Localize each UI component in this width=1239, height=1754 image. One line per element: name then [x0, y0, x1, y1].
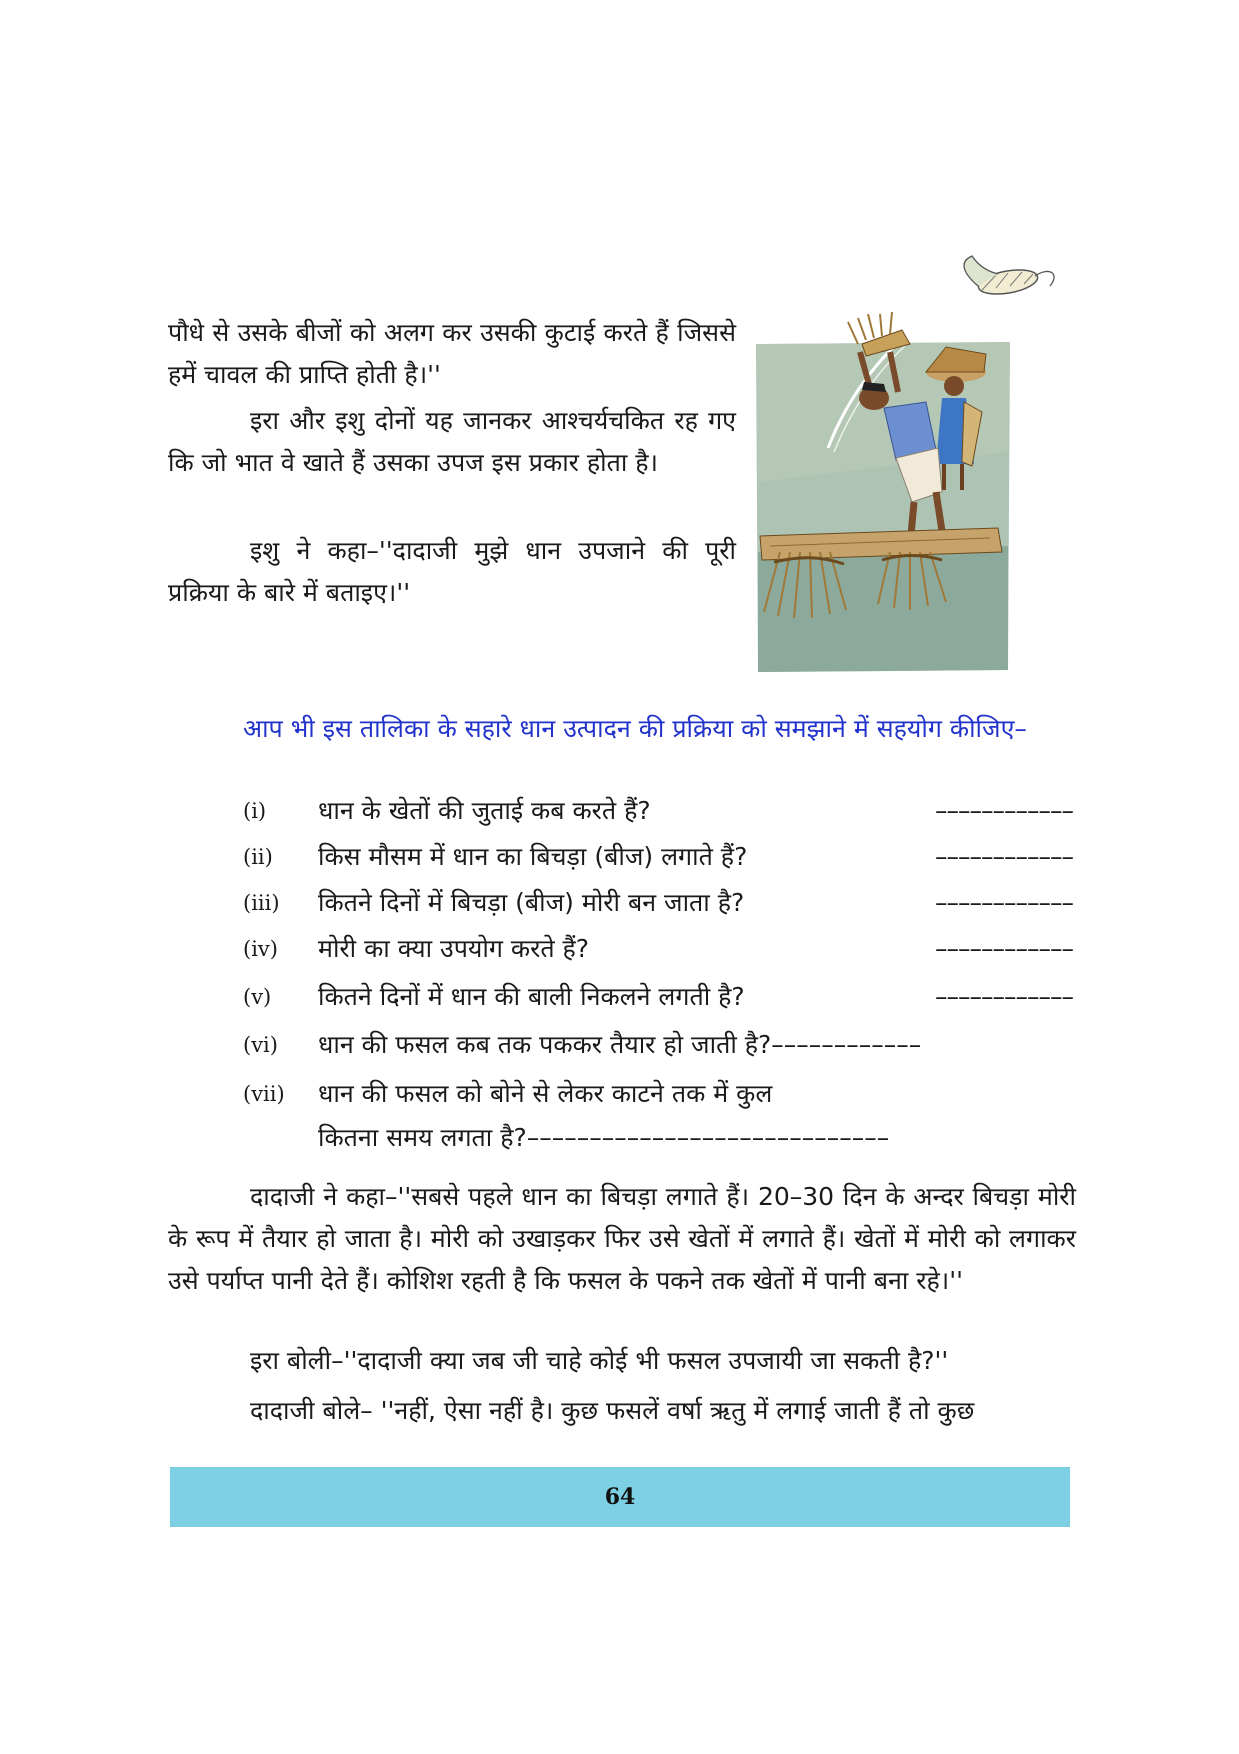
- answer-blank: ––––––––––––: [935, 982, 1073, 1011]
- question-text: मोरी का क्या उपयोग करते हैं?: [318, 934, 590, 963]
- question-text: कितना समय लगता है?–––––––––––––––––––––––––––––: [318, 1123, 890, 1152]
- question-number: (vi): [243, 1033, 278, 1057]
- question-text: कितने दिनों में धान की बाली निकलने लगती है?: [318, 982, 745, 1011]
- question-number: (iii): [243, 891, 280, 915]
- question-text: किस मौसम में धान का बिचड़ा (बीज) लगाते हैं?: [318, 842, 748, 871]
- paragraph-story-3: दादाजी बोले– ''नहीं, ऐसा नहीं है। कुछ फसलें वर्षा ऋतु में लगाई जाती हैं तो कुछ: [250, 1396, 975, 1425]
- question-row: [243, 837, 1073, 877]
- question-row: [243, 791, 1073, 831]
- question-number: (vii): [243, 1082, 285, 1106]
- answer-blank: ––––––––––––: [935, 934, 1073, 963]
- question-number: (ii): [243, 845, 273, 869]
- page-number: 64: [604, 1484, 636, 1510]
- question-row: [243, 883, 1073, 923]
- corn-cob-icon: [964, 256, 1054, 298]
- paragraph-story-1: दादाजी ने कहा–''सबसे पहले धान का बिचड़ा लगाते हैं। 20–30 दिन के अन्दर बिचड़ा मोरी के रूप में तैयार हो जाता है। मोरी को उखाड़कर फिर उसे खेतों में लगाते हैं। खेतों में मोरी को लगाकर उसे पर्याप्त पानी देते हैं। कोशिश रहती है कि फसल के पकने तक खेतों में पानी बना रहे।'': [168, 1182, 1076, 1295]
- question-number: (i): [243, 799, 267, 823]
- paragraph-intro-1: पौधे से उसके बीजों को अलग कर उसकी कुटाई करते हैं जिससे हमें चावल की प्राप्ति होती है।'': [168, 318, 736, 389]
- question-text: कितने दिनों में बिचड़ा (बीज) मोरी बन जाता है?: [318, 888, 745, 917]
- question-row: [243, 977, 1073, 1017]
- paragraph-intro-3: इशु ने कहा–''दादाजी मुझे धान उपजाने की पूरी प्रक्रिया के बारे में बताइए।'': [168, 536, 736, 607]
- activity-heading: आप भी इस तालिका के सहारे धान उत्पादन की प्रक्रिया को समझाने में सहयोग कीजिए–: [243, 714, 1027, 743]
- paragraph-intro-2: इरा और इशु दोनों यह जानकर आश्चर्यचकित रह गए कि जो भात वे खाते हैं उसका उपज इस प्रकार होता है।: [168, 406, 736, 477]
- question-row: [243, 929, 1073, 969]
- answer-blank: ––––––––––––: [935, 888, 1073, 917]
- footer-bar: [170, 1467, 1070, 1527]
- question-number: (v): [243, 985, 272, 1009]
- rice-threshing-illustration: [750, 252, 1080, 682]
- question-row: [243, 1025, 1073, 1065]
- question-text: धान के खेतों की जुताई कब करते हैं?: [318, 796, 651, 825]
- answer-blank: ––––––––––––: [935, 796, 1073, 825]
- paragraph-story-2: इरा बोली–''दादाजी क्या जब जी चाहे कोई भी फसल उपजायी जा सकती है?'': [250, 1346, 949, 1375]
- question-number: (iv): [243, 937, 278, 961]
- question-row: [243, 1118, 1073, 1158]
- question-row: [243, 1074, 1073, 1114]
- answer-blank: ––––––––––––: [935, 842, 1073, 871]
- question-text: धान की फसल को बोने से लेकर काटने तक में कुल: [318, 1079, 773, 1108]
- question-text: धान की फसल कब तक पककर तैयार हो जाती है?––––––––––––: [318, 1030, 922, 1059]
